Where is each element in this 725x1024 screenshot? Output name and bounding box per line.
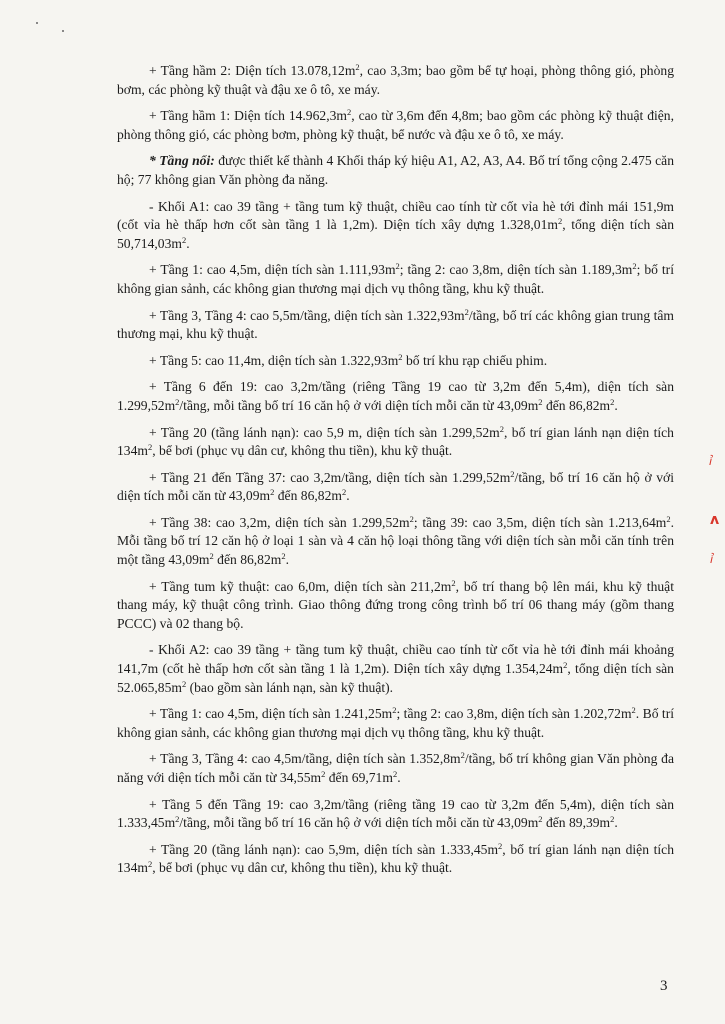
superscript: 2: [181, 234, 187, 245]
scan-speck: [62, 30, 64, 32]
paragraph: [117, 841, 674, 878]
text-run: .: [285, 552, 290, 568]
superscript: 2: [538, 814, 543, 825]
text-run: + Tầng 3, Tầng 4: cao 4,5m/tầng, diện tích sàn 1.352,8m: [149, 751, 461, 767]
superscript: 2: [409, 513, 414, 524]
text-run: + Tầng hầm 2: Diện tích 13.078,12m: [149, 63, 356, 78]
superscript: 2: [460, 750, 465, 761]
text-run: + Tầng 21 đến Tầng 37: cao 3,2m/tầng, diện tích sàn 1.299,52m: [149, 469, 511, 485]
text-run: . Mỗi tầng bố trí 12 căn hộ ở loại 1 sàn và 4 căn hộ loại thông tầng với diện tích sàn mỗi căn tính trên một tầng 43,09m: [117, 514, 674, 568]
margin-stamp-mark: ꞽ: [710, 552, 714, 566]
text-run: ; bố trí không gian sảnh, các không gian thương mại dịch vụ thông tầng, khu kỹ thuật.: [117, 262, 674, 296]
text-run: bố trí khu rạp chiếu phim.: [402, 352, 548, 368]
superscript: 2: [175, 814, 180, 825]
text-run: + Tầng hầm 1: Diện tích 14.962,3m: [149, 108, 347, 124]
superscript: 2: [270, 487, 275, 498]
text-run: đến 86,82m: [213, 552, 282, 568]
paragraph: [117, 378, 674, 415]
text-run: .: [614, 815, 618, 831]
text-run: ; tầng 39: cao 3,5m, diện tích sàn 1.213,64m: [413, 514, 667, 530]
text-run: + Tầng 1: cao 4,5m, diện tích sàn 1.111,93m: [149, 262, 396, 278]
text-run: + Tầng tum kỹ thuật: cao 6,0m, diện tích sàn 211,2m: [149, 578, 452, 594]
text-run: đến 86,82m: [542, 397, 611, 413]
text-run: + Tầng 1: cao 4,5m, diện tích sàn 1.241,25m: [149, 706, 393, 722]
document-body: [117, 62, 674, 886]
paragraph: [117, 469, 674, 506]
superscript: 2: [666, 513, 671, 524]
text-run: , tổng diện tích sàn 50,714,03m: [117, 217, 674, 251]
superscript: 2: [563, 660, 568, 671]
text-run: * Tầng nổi:: [149, 153, 215, 169]
superscript: 2: [610, 814, 615, 825]
superscript: 2: [181, 678, 187, 689]
text-run: + Tầng 20 (tầng lánh nạn): cao 5,9 m, diện tích sàn 1.299,52m: [149, 424, 500, 440]
paragraph: [117, 578, 674, 634]
text-run: /tầng, mỗi tầng bố trí 16 căn hộ ở với diện tích mỗi căn từ 43,09m: [179, 397, 539, 413]
page-number: 3: [660, 978, 668, 994]
superscript: 2: [209, 551, 214, 562]
scan-speck: [36, 22, 38, 24]
text-run: , bố trí gian lánh nạn diện tích 134m: [117, 841, 675, 876]
text-run: .: [614, 397, 618, 413]
margin-stamp-mark: ꞽ: [709, 454, 713, 468]
text-run: , bố trí gian lánh nạn diện tích 134m: [117, 424, 674, 459]
text-run: + Tầng 38: cao 3,2m, diện tích sàn 1.299,52m: [149, 514, 410, 530]
text-run: /tầng, bố trí các không gian trung tâm thương mại, khu kỹ thuật.: [117, 307, 674, 342]
superscript: 2: [464, 306, 469, 317]
text-run: .: [397, 770, 401, 785]
paragraph: [117, 750, 674, 787]
superscript: 2: [346, 107, 352, 118]
superscript: 2: [631, 705, 636, 716]
paragraph: [117, 62, 674, 99]
superscript: 2: [355, 62, 360, 72]
text-run: , bể bơi (phục vụ dân cư, không thu tiền), khu kỹ thuật.: [152, 443, 453, 459]
paragraph: [117, 352, 674, 371]
text-run: được thiết kế thành 4 Khối tháp ký hiệu A1, A2, A3, A4. Bố trí tổng cộng 2.475 căn hộ; 77 không gian Văn phòng đa năng.: [117, 153, 674, 187]
text-run: đến 89,39m: [542, 815, 611, 831]
paragraph: [117, 796, 674, 833]
paragraph: [117, 307, 674, 344]
superscript: 2: [499, 423, 504, 434]
superscript: 2: [395, 261, 400, 272]
superscript: 2: [538, 396, 543, 407]
superscript: 2: [281, 551, 286, 562]
superscript: 2: [557, 216, 563, 227]
superscript: 2: [498, 840, 503, 851]
text-run: (bao gồm sàn lánh nạn, sàn kỹ thuật).: [186, 679, 394, 695]
text-run: .: [346, 488, 350, 504]
paragraph: [117, 107, 674, 144]
text-run: .: [186, 235, 190, 251]
superscript: 2: [392, 705, 397, 716]
superscript: 2: [610, 396, 615, 407]
superscript: 2: [321, 769, 326, 779]
paragraph: [117, 198, 674, 254]
text-run: . Bố trí không gian sảnh, các không gian thương mại dịch vụ thông tầng, khu kỹ thuật.: [117, 706, 674, 740]
text-run: - Khối A1: cao 39 tầng + tầng tum kỹ thuật, chiều cao tính từ cốt vỉa hè tới đỉnh mái 151,9m (cốt vỉa hè thấp hơn cốt sàn tầng 1 là 1,2m). Diện tích xây dựng 1.328,01m: [117, 198, 674, 233]
text-run: /tầng, mỗi tầng bố trí 16 căn hộ ở với diện tích mỗi căn từ 43,09m: [179, 815, 539, 831]
text-run: /tầng, bố trí không gian Văn phòng đa năng với diện tích mỗi căn từ 34,55m: [117, 751, 674, 785]
text-run: , tổng diện tích sàn 52.065,85m: [117, 661, 674, 695]
superscript: 2: [392, 769, 398, 779]
text-run: + Tầng 20 (tầng lánh nạn): cao 5,9m, diện tích sàn 1.333,45m: [149, 841, 499, 857]
paragraph: [117, 641, 674, 697]
text-run: , cao 3,3m; bao gồm bể tự hoại, phòng thông gió, phòng bơm, các phòng kỹ thuật và đậu xe ô tô, xe máy.: [117, 63, 674, 97]
text-run: + Tầng 5 đến Tầng 19: cao 3,2m/tầng (riêng tầng 19 cao từ 3,2m đến 5,4m), diện tích sàn 1.333,45m: [117, 796, 674, 831]
text-run: + Tầng 3, Tầng 4: cao 5,5m/tầng, diện tích sàn 1.322,93m: [149, 307, 465, 323]
text-run: , bể bơi (phục vụ dân cư, không thu tiền), khu kỹ thuật.: [152, 860, 453, 876]
text-run: đến 86,82m: [274, 488, 342, 504]
text-run: + Tầng 6 đến 19: cao 3,2m/tầng (riêng Tầng 19 cao từ 3,2m đến 5,4m), diện tích sàn 1.299,52m: [117, 379, 674, 413]
text-run: , bố trí thang bộ lên mái, khu kỹ thuật thang máy, kỹ thuật công trình. Giao thông đứng trong công trình bố trí 06 thang máy (gồm thang PCCC) và 02 thang bộ.: [117, 578, 674, 631]
text-run: ; tầng 2: cao 3,8m, diện tích sàn 1.189,3m: [399, 262, 633, 278]
text-run: - Khối A2: cao 39 tầng + tầng tum kỹ thuật, chiều cao tính từ cốt vỉa hè tới đỉnh mái khoảng 141,7m (cốt hè thấp hơn cốt sàn tầng 1 là 1,2m). Diện tích xây dựng 1.354,24m: [117, 642, 674, 677]
text-run: đến 69,71m: [325, 770, 393, 785]
text-run: , cao từ 3,6m đến 4,8m; bao gồm các phòng kỹ thuật điện, phòng thông gió, các phòng bơm, phòng kỹ thuật, bể nước và đậu xe ô tô, xe máy.: [117, 108, 674, 142]
paragraph: [117, 514, 674, 570]
superscript: 2: [147, 859, 153, 870]
text-run: ; tầng 2: cao 3,8m, diện tích sàn 1.202,72m: [396, 706, 632, 722]
text-run: + Tầng 5: cao 11,4m, diện tích sàn 1.322,93m: [149, 352, 399, 368]
superscript: 2: [175, 396, 180, 407]
superscript: 2: [341, 487, 347, 498]
superscript: 2: [510, 468, 515, 479]
superscript: 2: [451, 577, 456, 588]
text-run: /tầng, bố trí 16 căn hộ ở với diện tích mỗi căn từ 43,09m: [117, 469, 674, 504]
superscript: 2: [632, 261, 637, 272]
superscript: 2: [147, 442, 153, 453]
paragraph: [117, 705, 674, 742]
paragraph: [117, 152, 674, 189]
paragraph: [117, 424, 674, 461]
superscript: 2: [398, 351, 403, 362]
paragraph: [117, 261, 674, 298]
margin-stamp-mark: ʌ: [710, 512, 720, 528]
